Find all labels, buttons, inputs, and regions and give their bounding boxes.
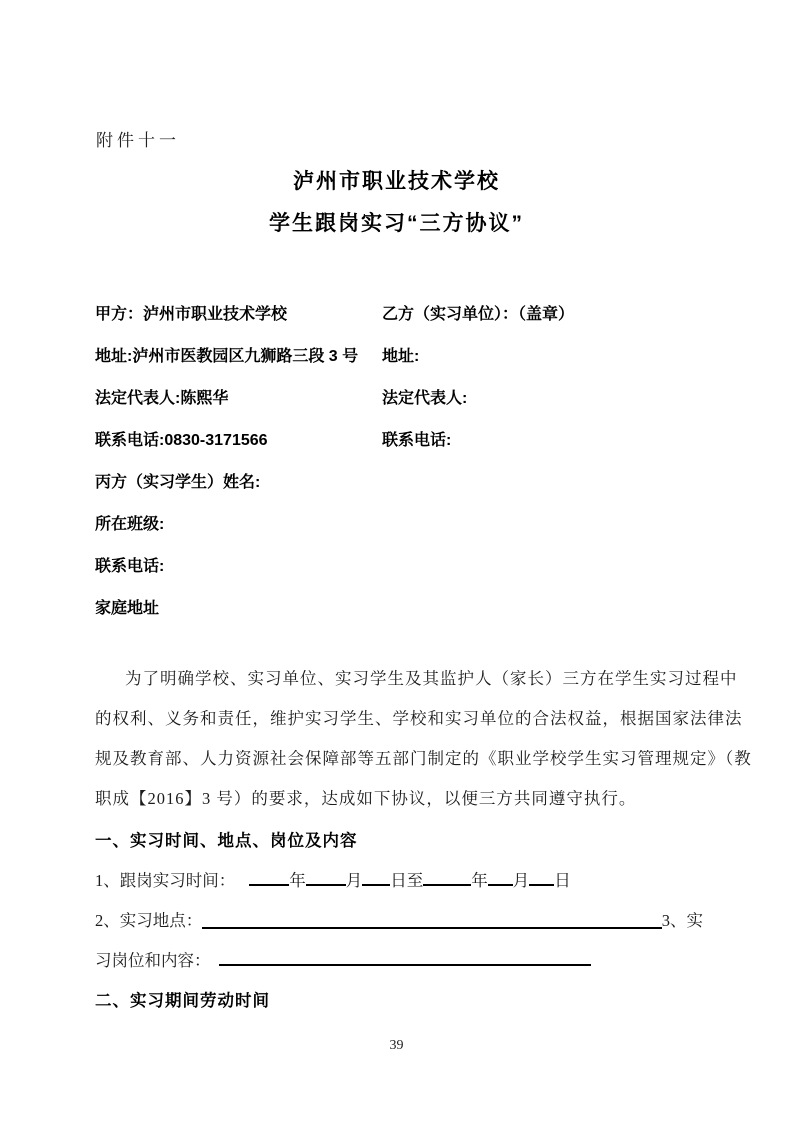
location-blank-field [202,912,662,929]
month-start-blank-field [306,869,346,886]
month-end-blank-field [488,869,513,886]
party-c-name-label: 丙方（实习学生）姓名: [95,474,261,491]
preamble-line: 职成【2016】3 号）的要求，达成如下协议，以便三方共同遵守执行。 [95,789,637,808]
attachment-label: 附件十一 [96,131,180,150]
party-a-representative: 法定代表人:陈熙华 [95,390,229,407]
preamble-line: 规及教育部、人力资源社会保障部等五部门制定的《职业学校学生实习管理规定》（教 [95,749,752,768]
day-end-blank-field [529,869,554,886]
party-b-address-label: 地址: [382,348,420,365]
party-b-representative-label: 法定代表人: [382,390,468,407]
preamble-line: 的权利、义务和责任，维护实习学生、学校和实习单位的合法权益，根据国家法律法 [95,709,743,728]
internship-post-line [95,947,703,971]
party-c-class-label: 所在班级: [95,516,165,533]
internship-time-label: 1、跟岗实习时间： [95,871,236,890]
unit-day: 日 [554,871,571,890]
party-b-phone-label: 联系电话: [382,432,452,449]
party-c-phone-label: 联系电话: [95,558,165,575]
page-number: 39 [389,1038,404,1053]
internship-location-line [95,907,703,931]
unit-month: 月 [512,871,530,890]
document-title-line2: 学生跟岗实习“三方协议” [269,212,524,235]
party-info-row [95,427,705,450]
preamble-line: 为了明确学校、实习单位、实习学生及其监护人（家长）三方在学生实习过程中 [125,669,738,688]
party-b-name: 乙方（实习单位）：（盖章） [382,306,575,323]
party-a-phone: 联系电话:0830-3171566 [95,432,268,449]
party-a-name: 甲方：泸州市职业技术学校 [95,306,288,323]
internship-time-line [95,867,703,891]
section-2-heading: 二、实习期间劳动时间 [95,992,270,1010]
unit-day-to: 日至 [390,871,424,890]
year-start-blank-field [249,869,289,886]
internship-post-label: 习岗位和内容： [95,951,211,970]
post-content-blank-field [219,949,591,966]
party-info-row [95,343,705,366]
year-end-blank-field [423,869,471,886]
unit-year: 年 [289,871,306,890]
section-1-heading: 一、实习时间、地点、岗位及内容 [95,832,358,850]
unit-month: 月 [345,871,363,890]
document-title-line1: 泸州市职业技术学校 [293,170,500,193]
unit-year: 年 [471,871,488,890]
day-start-blank-field [362,869,390,886]
item3-overflow-text: 3、实 [661,911,703,930]
party-a-address: 地址:泸州市医教园区九狮路三段 3 号 [95,348,359,365]
party-info-row [95,385,705,408]
internship-location-label: 2、实习地点： [95,911,203,930]
party-info-row [95,301,705,324]
party-c-address-label: 家庭地址 [95,600,160,617]
